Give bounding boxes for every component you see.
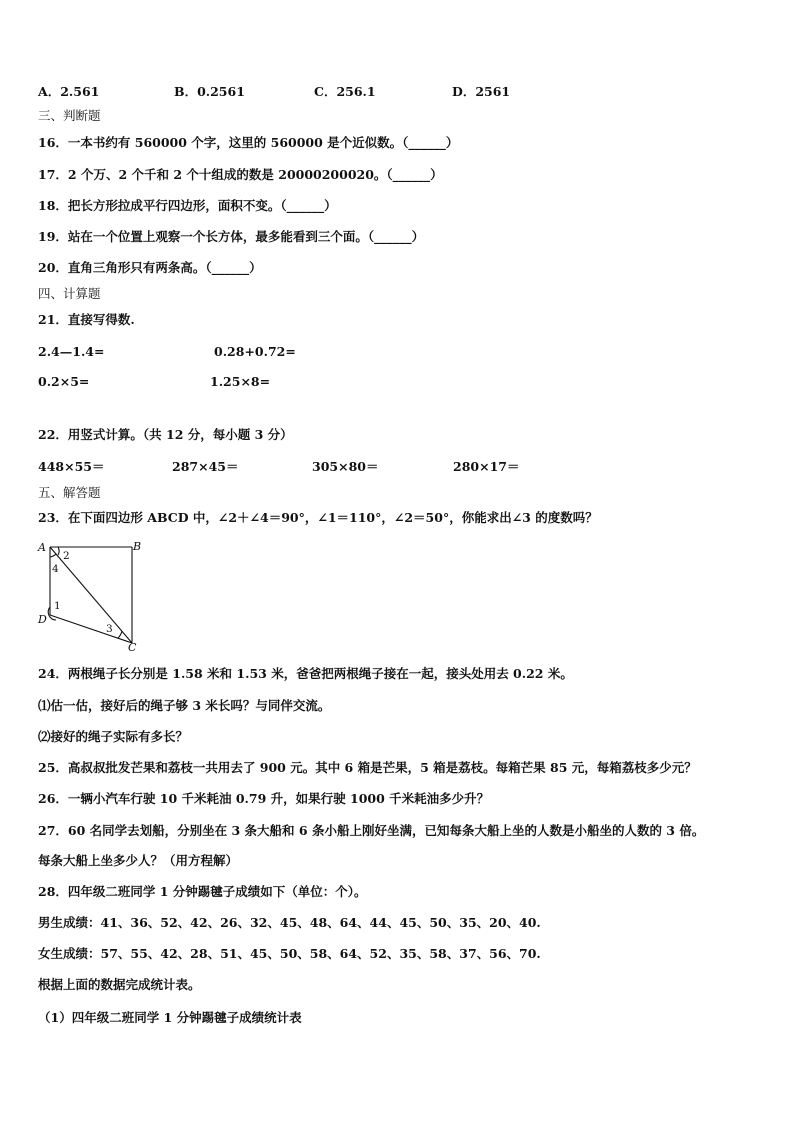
option-c: C．256.1 [314,84,376,99]
question-23: 23．在下面四边形 ABCD 中，∠2＋∠4＝90°，∠1＝110°，∠2＝50°，你能求出∠3 的度数吗？ [38,510,598,525]
question-19: 19．站在一个位置上观察一个长方体，最多能看到三个面。（______） [38,229,425,244]
q21-item-4: 1.25×8= [210,374,271,389]
question-26: 26．一辆小汽车行驶 10 千米耗油 0.79 升，如果行驶 1000 千米耗油多少升？ [38,791,490,806]
vertex-a-label: A [38,541,46,554]
q22-item-1: 448×55＝ [38,459,105,474]
question-28-part-1: （1）四年级二班同学 1 分钟踢毽子成绩统计表 [38,1010,302,1025]
option-d: D．2561 [452,84,511,99]
question-24-part-2: ⑵接好的绳子实际有多长？ [38,729,189,744]
option-a: A．2.561 [38,84,100,99]
question-21: 21．直接写得数. [38,312,135,327]
girls-scores: 女生成绩：57、55、42、28、51、45、50、58、64、52、35、58、37、56、70. [38,946,541,961]
boys-scores: 男生成绩：41、36、52、42、26、32、45、48、64、44、45、50、35、20、40. [38,915,541,930]
question-25: 25．高叔叔批发芒果和荔枝一共用去了 900 元。其中 6 箱是芒果，5 箱是荔枝。每箱芒果 85 元，每箱荔枝多少元？ [38,760,697,775]
question-16: 16．一本书约有 560000 个字，这里的 560000 是个近似数。（______） [38,135,459,150]
section-heading-judgement: 三、判断题 [38,108,101,123]
question-28-instruction: 根据上面的数据完成统计表。 [38,977,201,992]
question-22: 22．用竖式计算。（共 12 分，每小题 3 分） [38,427,293,442]
question-28: 28．四年级二班同学 1 分钟踢毽子成绩如下（单位：个）。 [38,884,367,899]
q21-item-2: 0.28+0.72= [214,344,296,359]
question-27: 27．60 名同学去划船，分别坐在 3 条大船和 6 条小船上刚好坐满，已知每条大船上坐的人数是小船坐的人数的 3 倍。 [38,823,705,838]
vertex-c-label: C [128,641,137,654]
q22-item-4: 280×17＝ [453,459,520,474]
q22-item-2: 287×45＝ [172,459,239,474]
section-heading-answers: 五、解答题 [38,485,101,500]
option-b: B．0.2561 [174,84,245,99]
question-27-continued: 每条大船上坐多少人？（用方程解） [38,853,239,868]
section-heading-calculation: 四、计算题 [38,286,101,301]
q21-item-3: 0.2×5= [38,374,90,389]
angle-1-label: 1 [54,600,61,612]
angle-2-label: 2 [63,550,70,562]
question-20: 20．直角三角形只有两条高。（______） [38,260,262,275]
question-17: 17．2 个万、2 个千和 2 个十组成的数是 20000200020。（______） [38,167,443,182]
q21-item-1: 2.4—1.4= [38,344,105,359]
q22-item-3: 305×80＝ [312,459,379,474]
vertex-d-label: D [38,613,47,626]
quadrilateral-figure [36,539,146,655]
question-24: 24．两根绳子长分别是 1.58 米和 1.53 米，爸爸把两根绳子接在一起，接头处用去 0.22 米。 [38,666,573,681]
angle-4-label: 4 [52,563,59,575]
question-24-part-1: ⑴估一估，接好后的绳子够 3 米长吗？与同伴交流。 [38,698,331,713]
angle-3-label: 3 [106,623,113,635]
vertex-b-label: B [133,540,142,553]
question-18: 18．把长方形拉成平行四边形，面积不变。（______） [38,198,337,213]
